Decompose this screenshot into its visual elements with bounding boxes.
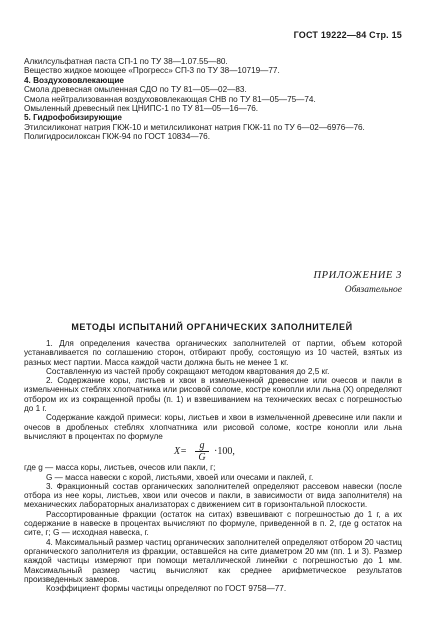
paragraph-4b: Коэффициент формы частицы определяют по ГОСТ 9758—77. — [46, 584, 287, 594]
materials-list — [24, 57, 402, 142]
paragraph-4: 4. Максимальный размер частиц органических заполнителей определяют отбором 20 частиц органического заполнителя из фракции, оставшейся на сите диаметром 20 мм (пп. 1 и 3). Размер каждой частицы измеряют при помощи металлической линейки с погрешностью до 1 мм. Максимальный размер частиц вычисляют как среднее арифметическое результатов произведенных замеров. — [24, 537, 402, 584]
list-item: Полигидросилоксан ГКЖ-94 по ГОСТ 10834—76. — [24, 132, 210, 142]
list-item: Вещество жидкое моющее «Прогресс» СП-3 по ТУ 38—10719—77. — [24, 66, 280, 76]
formula-legend-G: G — масса навески с корой, листьями, хвоей или очесами и паклей, г. — [46, 472, 314, 482]
formula — [24, 441, 402, 463]
formula-fraction — [194, 441, 210, 463]
paragraph-3: 3. Фракционный состав органических заполнителей определяют рассевом навески (после отбора из нее коры, листьев, хвои или очесов и пакли, в зависимости от вида заполнителя) на механических лабораторных анализаторах с движением сит в горизонтальной плоскости. — [24, 481, 402, 510]
paragraph-1: 1. Для определения качества органических заполнителей от партии, объем которой устанавливается по соглашению сторон, отбирают пробу, состоящую из 10 частей, взятых из разных мест партии. Масса каждой части должна быть не менее 1 кг. — [24, 339, 402, 367]
list-item: Алкилсульфатная паста СП-1 по ТУ 38—1.07.55—80. — [24, 57, 228, 66]
appendix-status: Обязательное — [344, 285, 402, 295]
paragraph-3b: Рассортированные фракции (остаток на ситах) взвешивают с погрешностью до 1 г, а их содержание в навеске в процентах вычисляют по формуле, приведенной в п. 2, где g остаток на сите, г; G — исходная навеска, г. — [24, 509, 402, 538]
appendix-title: ПРИЛОЖЕНИЕ 3 — [313, 270, 402, 281]
formula-legend-g: где g — масса коры, листьев, очесов или пакли, г; — [24, 463, 216, 473]
paragraph-2b: Содержание каждой примеси: коры, листьев и хвои в измельченной древесине или пакли и очесов в дробленых стеблях хлопчатника или рисовой соломе, костре конопли или льна вычисляют в процентах по формуле — [24, 413, 402, 441]
list-item: Смола древесная омыленная СДО по ТУ 81—05—02—83. — [24, 85, 247, 95]
formula-numerator: g — [199, 440, 205, 452]
formula-rhs: ·100, — [214, 446, 235, 458]
list-item: Омыленный древесный пек ЦНИПС-1 по ТУ 81—05—16—76. — [24, 104, 259, 114]
section-title: МЕТОДЫ ИСПЫТАНИЙ ОРГАНИЧЕСКИХ ЗАПОЛНИТЕЛЕЙ — [71, 322, 353, 332]
formula-lhs: X= — [174, 446, 187, 458]
page-header: ГОСТ 19222—84 Стр. 15 — [293, 30, 402, 40]
section-4-heading: 4. Воздухововлекающие — [24, 75, 124, 85]
paragraph-1b: Составленную из частей пробу сокращают методом квартования до 2,5 кг. — [46, 366, 330, 376]
appendix-label — [313, 268, 402, 297]
list-item: Смола нейтрализованная воздухововлекающая СНВ по ТУ 81—05—75—74. — [24, 94, 316, 104]
section-5-heading: 5. Гидрофобизирующие — [24, 113, 122, 123]
formula-denominator: G — [198, 452, 206, 464]
document-body — [24, 339, 402, 593]
paragraph-2: 2. Содержание коры, листьев и хвои в измельченной древесине или очесов и пакли в измельченных стеблях хлопчатника или рисовой соломе, костре конопли или льна (X) определяют отбором их из сокращенной пробы (п. 1) и взвешиванием на технических весах с погрешностью до 1 г. — [24, 376, 402, 414]
list-item: Этилсиликонат натрия ГКЖ-10 и метилсиликонат натрия ГКЖ-11 по ТУ 6—02—6976—76. — [24, 122, 365, 132]
